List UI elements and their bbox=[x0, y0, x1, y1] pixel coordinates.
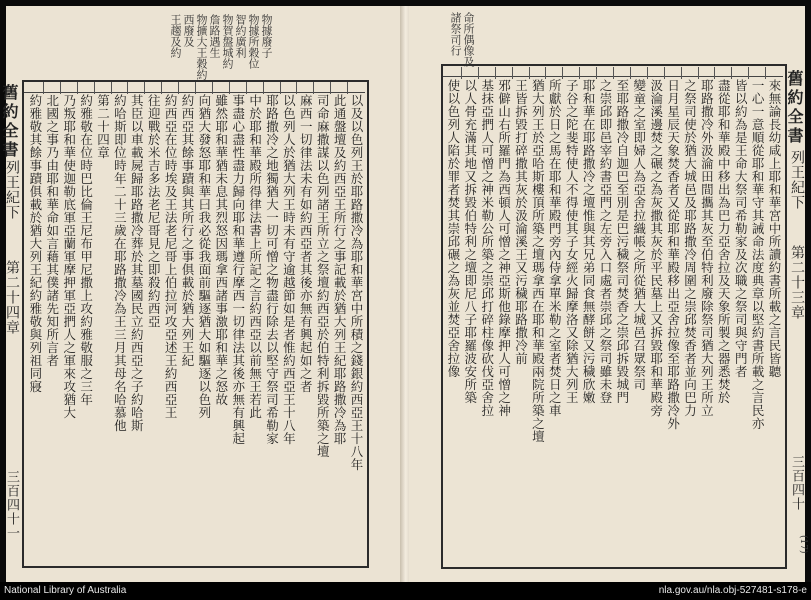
text-column: 以色列人於猶大列王時未有守逾越節如是者惟約西亞王十八年 bbox=[281, 94, 297, 445]
text-column: 之祭司使於猶大城邑及耶路撒冷周圍之崇邱焚香者並向巴力 bbox=[682, 79, 698, 417]
footer-bar bbox=[0, 582, 811, 600]
column-divider bbox=[529, 67, 530, 79]
text-column: 使以色列人陷於罪者焚其崇邱碾之為灰並焚亞舍拉像 bbox=[445, 79, 461, 378]
column-divider bbox=[545, 67, 546, 79]
right-chapter-label: 第二十三章 bbox=[789, 245, 805, 320]
right-header-title: 舊約全書 bbox=[785, 70, 804, 146]
marginal-annotation: 物據廢子 bbox=[260, 14, 273, 58]
text-column: 耶路撒冷外汲淪田間攜其灰至伯特利廢除祭司猶大列王所立 bbox=[699, 79, 715, 417]
left-header-title: 舊約全書 bbox=[0, 84, 19, 160]
right-page-number: 三百四十 bbox=[789, 455, 804, 511]
text-column: 盡從耶和華殿中移出為巴力亞舍拉及天象所製之器悉焚於 bbox=[716, 79, 732, 404]
column-divider bbox=[229, 82, 230, 94]
text-column: 北國之事乃由耶和華命如言藉其僕諸先知所言者 bbox=[44, 94, 60, 367]
text-column: 約西亞其餘事蹟與其所行之事俱載於猶大列王紀 bbox=[179, 94, 195, 367]
text-column: 麻西一切律法未有如約西亞者其後亦無有興起如之者 bbox=[298, 94, 314, 393]
text-column: 基抹亞捫人可憎之神米勒公所築之崇邱打碎柱像砍伐亞舍拉 bbox=[479, 79, 495, 417]
column-divider bbox=[161, 82, 162, 94]
text-column: 雖然耶和華猶未息其烈怒因瑪拿西諸事激耶和華之怒故 bbox=[213, 94, 229, 406]
column-divider bbox=[495, 67, 496, 79]
text-column: 向猶大發怒耶和華曰我必從我面前驅逐猶大如驅逐以色列 bbox=[196, 94, 212, 419]
column-divider bbox=[647, 67, 648, 79]
text-column: 一心一意順從耶和華守其誡命法度典章以堅約書所載之言民亦 bbox=[750, 79, 766, 430]
column-divider bbox=[43, 82, 44, 94]
marginal-annotation: 智約廣利 bbox=[234, 14, 247, 58]
left-page-number: 三百四十一 bbox=[4, 470, 19, 540]
column-divider bbox=[246, 82, 247, 94]
column-divider bbox=[681, 67, 682, 79]
marginal-annotation: 命所偶像及 bbox=[462, 12, 475, 67]
column-divider bbox=[478, 67, 479, 79]
marginal-annotation: 物據所穀位 bbox=[247, 14, 260, 69]
marginal-annotation: 諸祭司行 bbox=[449, 12, 462, 56]
text-column: 中於耶和華殿所得律法書上所記之言約西亞以前無王若此 bbox=[247, 94, 263, 419]
column-divider bbox=[664, 67, 665, 79]
text-column: 邪僻山右所羅門為西頓人可憎之神亞斯他錄摩押人可憎之神 bbox=[496, 79, 512, 417]
column-divider bbox=[698, 67, 699, 79]
text-column: 約西亞在位時埃及王法老尼哥上伯拉河攻亞述王約西亞王 bbox=[163, 94, 179, 419]
text-column: 乃叛耶和華使迦勒底軍亞蘭軍摩押軍亞捫人之軍來攻猶大 bbox=[61, 94, 77, 419]
text-column: 猶大列王於亞哈斯樓頂所築之壇瑪拿西在耶和華殿兩院所築之壇 bbox=[530, 79, 546, 443]
text-column: 其臣以車載屍歸耶路撒冷葬於其墓國民立約西亞之子約哈斯 bbox=[129, 94, 145, 432]
marginal-annotation: 物擴大王穀約 bbox=[195, 14, 208, 80]
text-column: 約雅敬在位時巴比倫王尼布甲尼撒上攻約雅敬服之三年 bbox=[78, 94, 94, 406]
text-column: 以及以色列王於耶路撒冷為耶和華宮中所積之錢銀約西亞王十八年 bbox=[348, 94, 364, 471]
column-divider bbox=[296, 82, 297, 94]
column-divider bbox=[330, 82, 331, 94]
column-divider bbox=[60, 82, 61, 94]
column-divider bbox=[111, 82, 112, 94]
text-column: 所獻於日之馬在耶和華殿門旁內侍拿單米勒之室者焚日之車 bbox=[547, 79, 563, 417]
left-chapter-label: 第二十四章 bbox=[4, 260, 20, 335]
margin-note: (17) bbox=[798, 535, 808, 554]
marginal-annotation: 西廢及 bbox=[182, 14, 195, 47]
text-column: 皆以約為是王命大祭司希勒家及次職之祭司與守門者 bbox=[733, 79, 749, 378]
column-divider bbox=[212, 82, 213, 94]
text-column: 約哈斯即位時年二十三歲在耶路撒冷為王三月其母名哈慕他 bbox=[112, 94, 128, 432]
column-divider bbox=[579, 67, 580, 79]
text-column: 耶和華在耶路撒冷之壇惟與其兄弟同食無酵餅又污穢欣嫩 bbox=[581, 79, 597, 404]
text-column: 第二十四章 bbox=[95, 94, 111, 159]
text-column: 王皆拆毀打碎撒其灰於汲淪溪王又污穢耶路撒冷前 bbox=[513, 79, 529, 365]
text-column: 以人骨充滿其地又拆毀伯特利之壇即尼八子耶羅波安所築 bbox=[462, 79, 478, 404]
text-column: 子谷之陀斐特使人不得使其子女經火歸摩洛又除猶大列王 bbox=[564, 79, 580, 404]
column-divider bbox=[461, 67, 462, 79]
column-divider bbox=[714, 67, 715, 79]
column-divider bbox=[280, 82, 281, 94]
column-divider bbox=[731, 67, 732, 79]
left-book-name: 列王紀下 bbox=[4, 160, 20, 220]
column-divider bbox=[748, 67, 749, 79]
column-divider bbox=[77, 82, 78, 94]
column-divider bbox=[596, 67, 597, 79]
text-column: 日月星辰天象焚香者又從耶和華殿移出亞舍拉像至耶路撒冷外 bbox=[665, 79, 681, 430]
text-column: 此通盤壇及約西亞王所行之事記載於猶大列王紀耶路撒冷為耶 bbox=[332, 94, 348, 445]
text-column: 汲淪溪邊焚之碾之為灰撒其灰於平民墓上又拆毀耶和華殿旁 bbox=[648, 79, 664, 417]
marginal-annotation: 物賀盤城約 bbox=[221, 14, 234, 69]
column-divider bbox=[765, 67, 766, 79]
text-column: 至耶路撒冷自迦巴至別是巴污穢祭司焚香之崇邱拆毀城門 bbox=[614, 79, 630, 404]
right-book-name: 列王紀下 bbox=[789, 150, 805, 210]
column-divider bbox=[613, 67, 614, 79]
text-column: 之崇邱即邑宰約書亞門之左旁入口處者崇邱之祭司雖未登 bbox=[597, 79, 613, 404]
column-divider bbox=[178, 82, 179, 94]
text-column: 耶路撒冷之地獨猶大一切可憎之物盡行除去以堅守祭司希勒家 bbox=[264, 94, 280, 445]
footer-institution: National Library of Australia bbox=[4, 585, 127, 596]
column-divider bbox=[512, 67, 513, 79]
column-divider bbox=[263, 82, 264, 94]
column-divider bbox=[562, 67, 563, 79]
column-divider bbox=[347, 82, 348, 94]
column-divider bbox=[313, 82, 314, 94]
text-column: 往迎戰於米吉多法老尼哥見之即殺約西亞 bbox=[146, 94, 162, 328]
marginal-annotation: 王趨及約 bbox=[169, 14, 182, 58]
text-column: 約雅敬其餘事蹟俱載於猶大列王紀約雅敬與列祖同寢 bbox=[27, 94, 43, 393]
column-divider bbox=[94, 82, 95, 94]
marginal-annotation: 詹路遇生 bbox=[208, 14, 221, 58]
text-column: 來無論長幼咸上耶和華宮中所讀約書所載之言民皆聽 bbox=[766, 79, 782, 378]
text-column: 變童之室即婦人為亞舍拉織帳之所從猶大城邑召眾祭司 bbox=[631, 79, 647, 391]
column-divider bbox=[630, 67, 631, 79]
column-divider bbox=[127, 82, 128, 94]
column-divider bbox=[144, 82, 145, 94]
text-column: 事盡心盡性盡力歸向耶和華遵行摩西一切律法其後亦無有興起 bbox=[230, 94, 246, 445]
footer-identifier[interactable]: nla.gov.au/nla.obj-527481-s178-e bbox=[658, 585, 807, 596]
text-column: 司命麻撒謀以色列諸王所立之祭壇約西亞於伯特利拆毀所築之壇 bbox=[315, 94, 331, 458]
column-divider bbox=[195, 82, 196, 94]
